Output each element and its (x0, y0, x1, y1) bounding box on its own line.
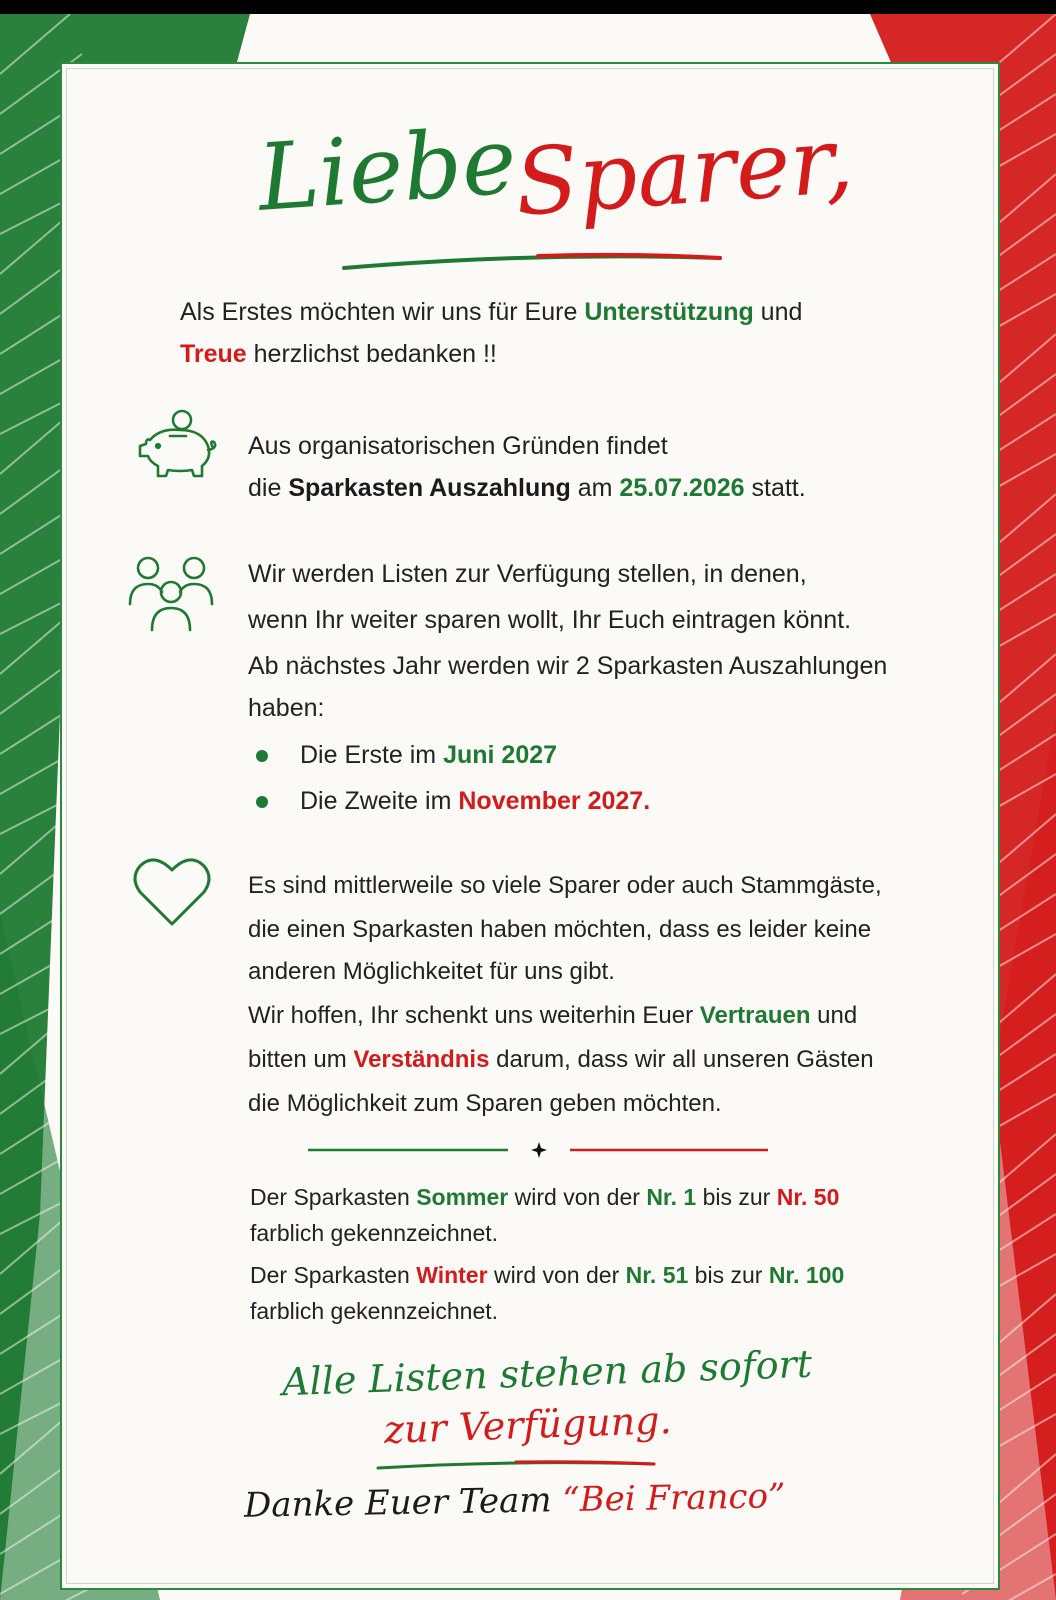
bullet-dot (256, 750, 268, 762)
section3-line-4 (248, 1004, 857, 1028)
section1-text-pre: die (248, 474, 289, 502)
piggy-bank-icon (132, 406, 222, 486)
heart-icon (132, 854, 212, 928)
section1-line-2 (248, 476, 806, 501)
section3-text: Wir hoffen, Ihr schenkt uns weiterhin Euer (248, 1002, 700, 1029)
intro-highlight-unterstuetzung: Unterstützung (584, 298, 754, 326)
winter-highlight: Winter (416, 1262, 488, 1288)
section3-line-3: anderen Möglichkeitet für uns gibt. (248, 958, 615, 985)
bullet-text: Die Erste im (300, 741, 444, 769)
restaurant-name: “Bei Franco” (561, 1476, 786, 1521)
closing-underline (376, 1456, 656, 1472)
list-item (248, 732, 650, 778)
sommer-text: Der Sparkasten (250, 1184, 417, 1210)
intro-highlight-treue: Treue (180, 340, 247, 368)
winter-line-2: farblich gekennzeichnet. (250, 1298, 499, 1324)
title-word-sparer: Sparer, (511, 106, 857, 237)
thanks-text: Danke Euer Team (243, 1480, 563, 1526)
closing-line-1: Alle Listen stehen ab sofort (281, 1341, 813, 1405)
payout-dates-list (248, 732, 650, 824)
sommer-highlight: Sommer (416, 1184, 509, 1210)
winter-text: bis zur (688, 1262, 769, 1288)
section2-line-3: Ab nächstes Jahr werden wir 2 Sparkasten Auszahlungen (248, 652, 888, 680)
closing-line-2: zur Verfügung. (383, 1397, 673, 1453)
section3-text: bitten um (248, 1046, 354, 1073)
people-icon (126, 554, 216, 634)
section3-line-2: die einen Sparkasten haben möchten, dass es leider keine (248, 916, 872, 943)
intro-line-2 (180, 342, 497, 367)
intro-line-1 (180, 300, 802, 325)
section2-line-1: Wir werden Listen zur Verfügung stellen, in denen, (248, 560, 807, 588)
section1-line-1: Aus organisatorischen Gründen findet (248, 432, 668, 460)
intro-text-3: herzlichst bedanken !! (246, 340, 497, 368)
winter-end-number: Nr. 100 (768, 1262, 845, 1288)
section2-line-2: wenn Ihr weiter sparen wollt, Ihr Euch eintragen könnt. (248, 606, 852, 634)
section3-line-1: Es sind mittlerweile so viele Sparer oder auch Stammgäste, (248, 872, 882, 899)
sparkle-icon (531, 1142, 547, 1158)
bullet-dot (256, 796, 268, 808)
winter-start-number: Nr. 51 (625, 1262, 689, 1288)
section3-text: und (810, 1002, 858, 1029)
sommer-line-1 (250, 1186, 839, 1209)
sommer-end-number: Nr. 50 (776, 1184, 840, 1210)
winter-text: wird von der (487, 1262, 626, 1288)
poster (0, 14, 1056, 1600)
sommer-start-number: Nr. 1 (646, 1184, 697, 1210)
section1-date: 25.07.2026 (619, 474, 745, 502)
section3-line-6: die Möglichkeit zum Sparen geben möchten. (248, 1090, 722, 1117)
section3-line-5 (248, 1048, 874, 1072)
bullet-text: Die Zweite im (300, 787, 459, 815)
winter-text: Der Sparkasten (250, 1262, 417, 1288)
section3-text: darum, dass wir all unseren Gästen (489, 1046, 874, 1073)
section1-text-mid: am (570, 474, 620, 502)
title-underline (342, 246, 722, 276)
sommer-text: bis zur (696, 1184, 777, 1210)
section2-line-4: haben: (248, 694, 325, 722)
sommer-text: wird von der (508, 1184, 647, 1210)
intro-text-1: Als Erstes möchten wir uns für Eure (180, 298, 585, 326)
bullet-highlight-juni: Juni 2027 (443, 741, 558, 769)
title-word-liebe: Liebe (254, 107, 520, 232)
divider (308, 1138, 768, 1162)
thanks-line (243, 1476, 786, 1526)
sommer-line-2: farblich gekennzeichnet. (250, 1220, 499, 1246)
list-item (248, 778, 650, 824)
intro-text-2: und (753, 298, 803, 326)
winter-line-1 (250, 1264, 844, 1287)
section3-highlight-verstaendnis: Verständnis (353, 1046, 490, 1073)
bullet-highlight-november: November 2027. (458, 787, 651, 815)
section1-bold-auszahlung: Sparkasten Auszahlung (288, 474, 571, 502)
section3-highlight-vertrauen: Vertrauen (699, 1002, 811, 1029)
section1-text-post: statt. (744, 474, 806, 502)
